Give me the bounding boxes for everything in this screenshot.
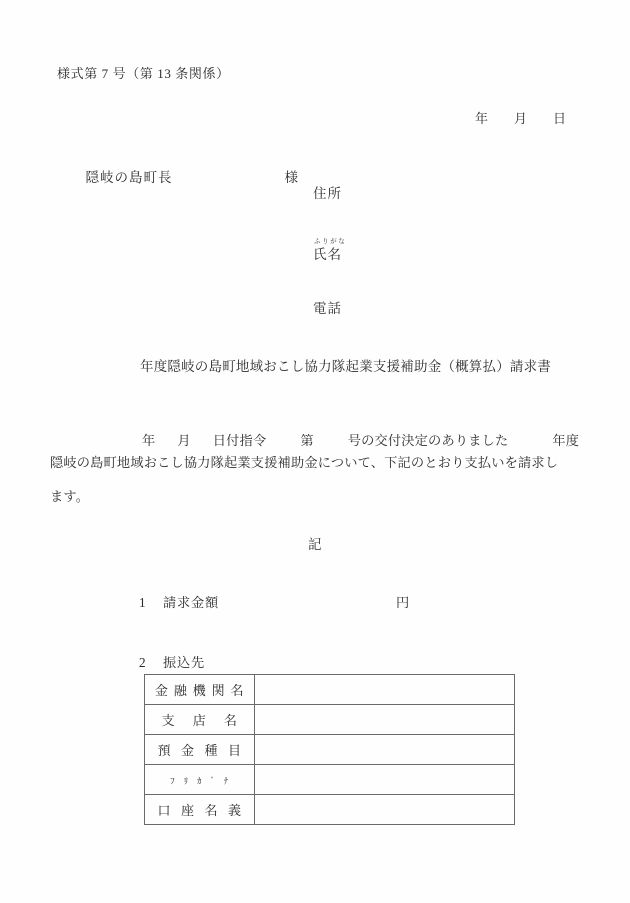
applicant-name-field [313,239,346,261]
bank-table-body [145,675,515,825]
bank-table-input-cell[interactable] [255,735,515,765]
body-year-label: 年 [142,433,156,449]
bank-table-label-cell [145,705,255,735]
bank-table-label-text: 金 融 機 関 名 [154,683,245,698]
table-row [145,795,515,825]
addressee-honorific: 様 [284,169,299,185]
bank-table-input-cell[interactable] [255,675,515,705]
item-2-number: 2 [139,655,146,670]
body-number-suffix: 号の交付決定のありました [347,433,509,449]
body-order-label: 日付指令 [212,433,267,449]
bank-table-label-cell [145,765,255,795]
bank-table-label-cell [145,735,255,765]
bank-table-label-text: 支 店 名 [161,713,238,728]
document-title: 年度隠岐の島町地域おこし協力隊起業支援補助金（概算払）請求書 [140,359,551,374]
applicant-name-ruby: ふりがな [314,238,347,245]
date-month-label: 月 [514,111,528,126]
table-row [145,705,515,735]
bank-table-label-cell [145,675,255,705]
item-1-currency-unit: 円 [396,595,410,610]
addressee-row [68,157,299,198]
applicant-address-label: 住所 [313,186,342,201]
body-number-prefix: 第 [300,433,314,449]
item-1-label: 請求金額 [163,595,219,610]
bank-table-label-cell [145,795,255,825]
item-1-number: 1 [139,595,146,610]
table-row [145,765,515,795]
date-year-label: 年 [475,111,489,126]
table-row [145,675,515,705]
form-number-header: 様式第 7 号（第 13 条関係） [57,66,230,81]
table-row [145,735,515,765]
body-month-label: 月 [177,433,191,449]
bank-table-input-cell[interactable] [255,705,515,735]
bank-table-input-cell[interactable] [255,795,515,825]
applicant-phone-label: 電話 [313,301,342,316]
applicant-name-label: 氏名 [313,246,342,262]
date-day-label: 日 [553,111,567,126]
bank-table-label-text: 預 金 種 目 [157,743,242,758]
item-2-label: 振込先 [163,655,205,670]
bank-table-label-text: ﾌ ﾘ ｶ ﾞ ﾅ [170,775,229,786]
ki-marker: 記 [308,537,322,552]
body-fiscal-year-label: 年度 [552,433,580,449]
bank-table-input-cell[interactable] [255,765,515,795]
date-line [462,99,566,138]
body-paragraph-line-2: 隠岐の島町地域おこし協力隊起業支援補助金について、下記のとおり支払いを請求し [50,455,559,470]
body-paragraph-line-3: ます。 [50,489,90,504]
bank-transfer-table [144,674,515,825]
addressee-recipient: 隠岐の島町長 [85,169,173,185]
bank-table-label-text: 口 座 名 義 [157,803,242,818]
